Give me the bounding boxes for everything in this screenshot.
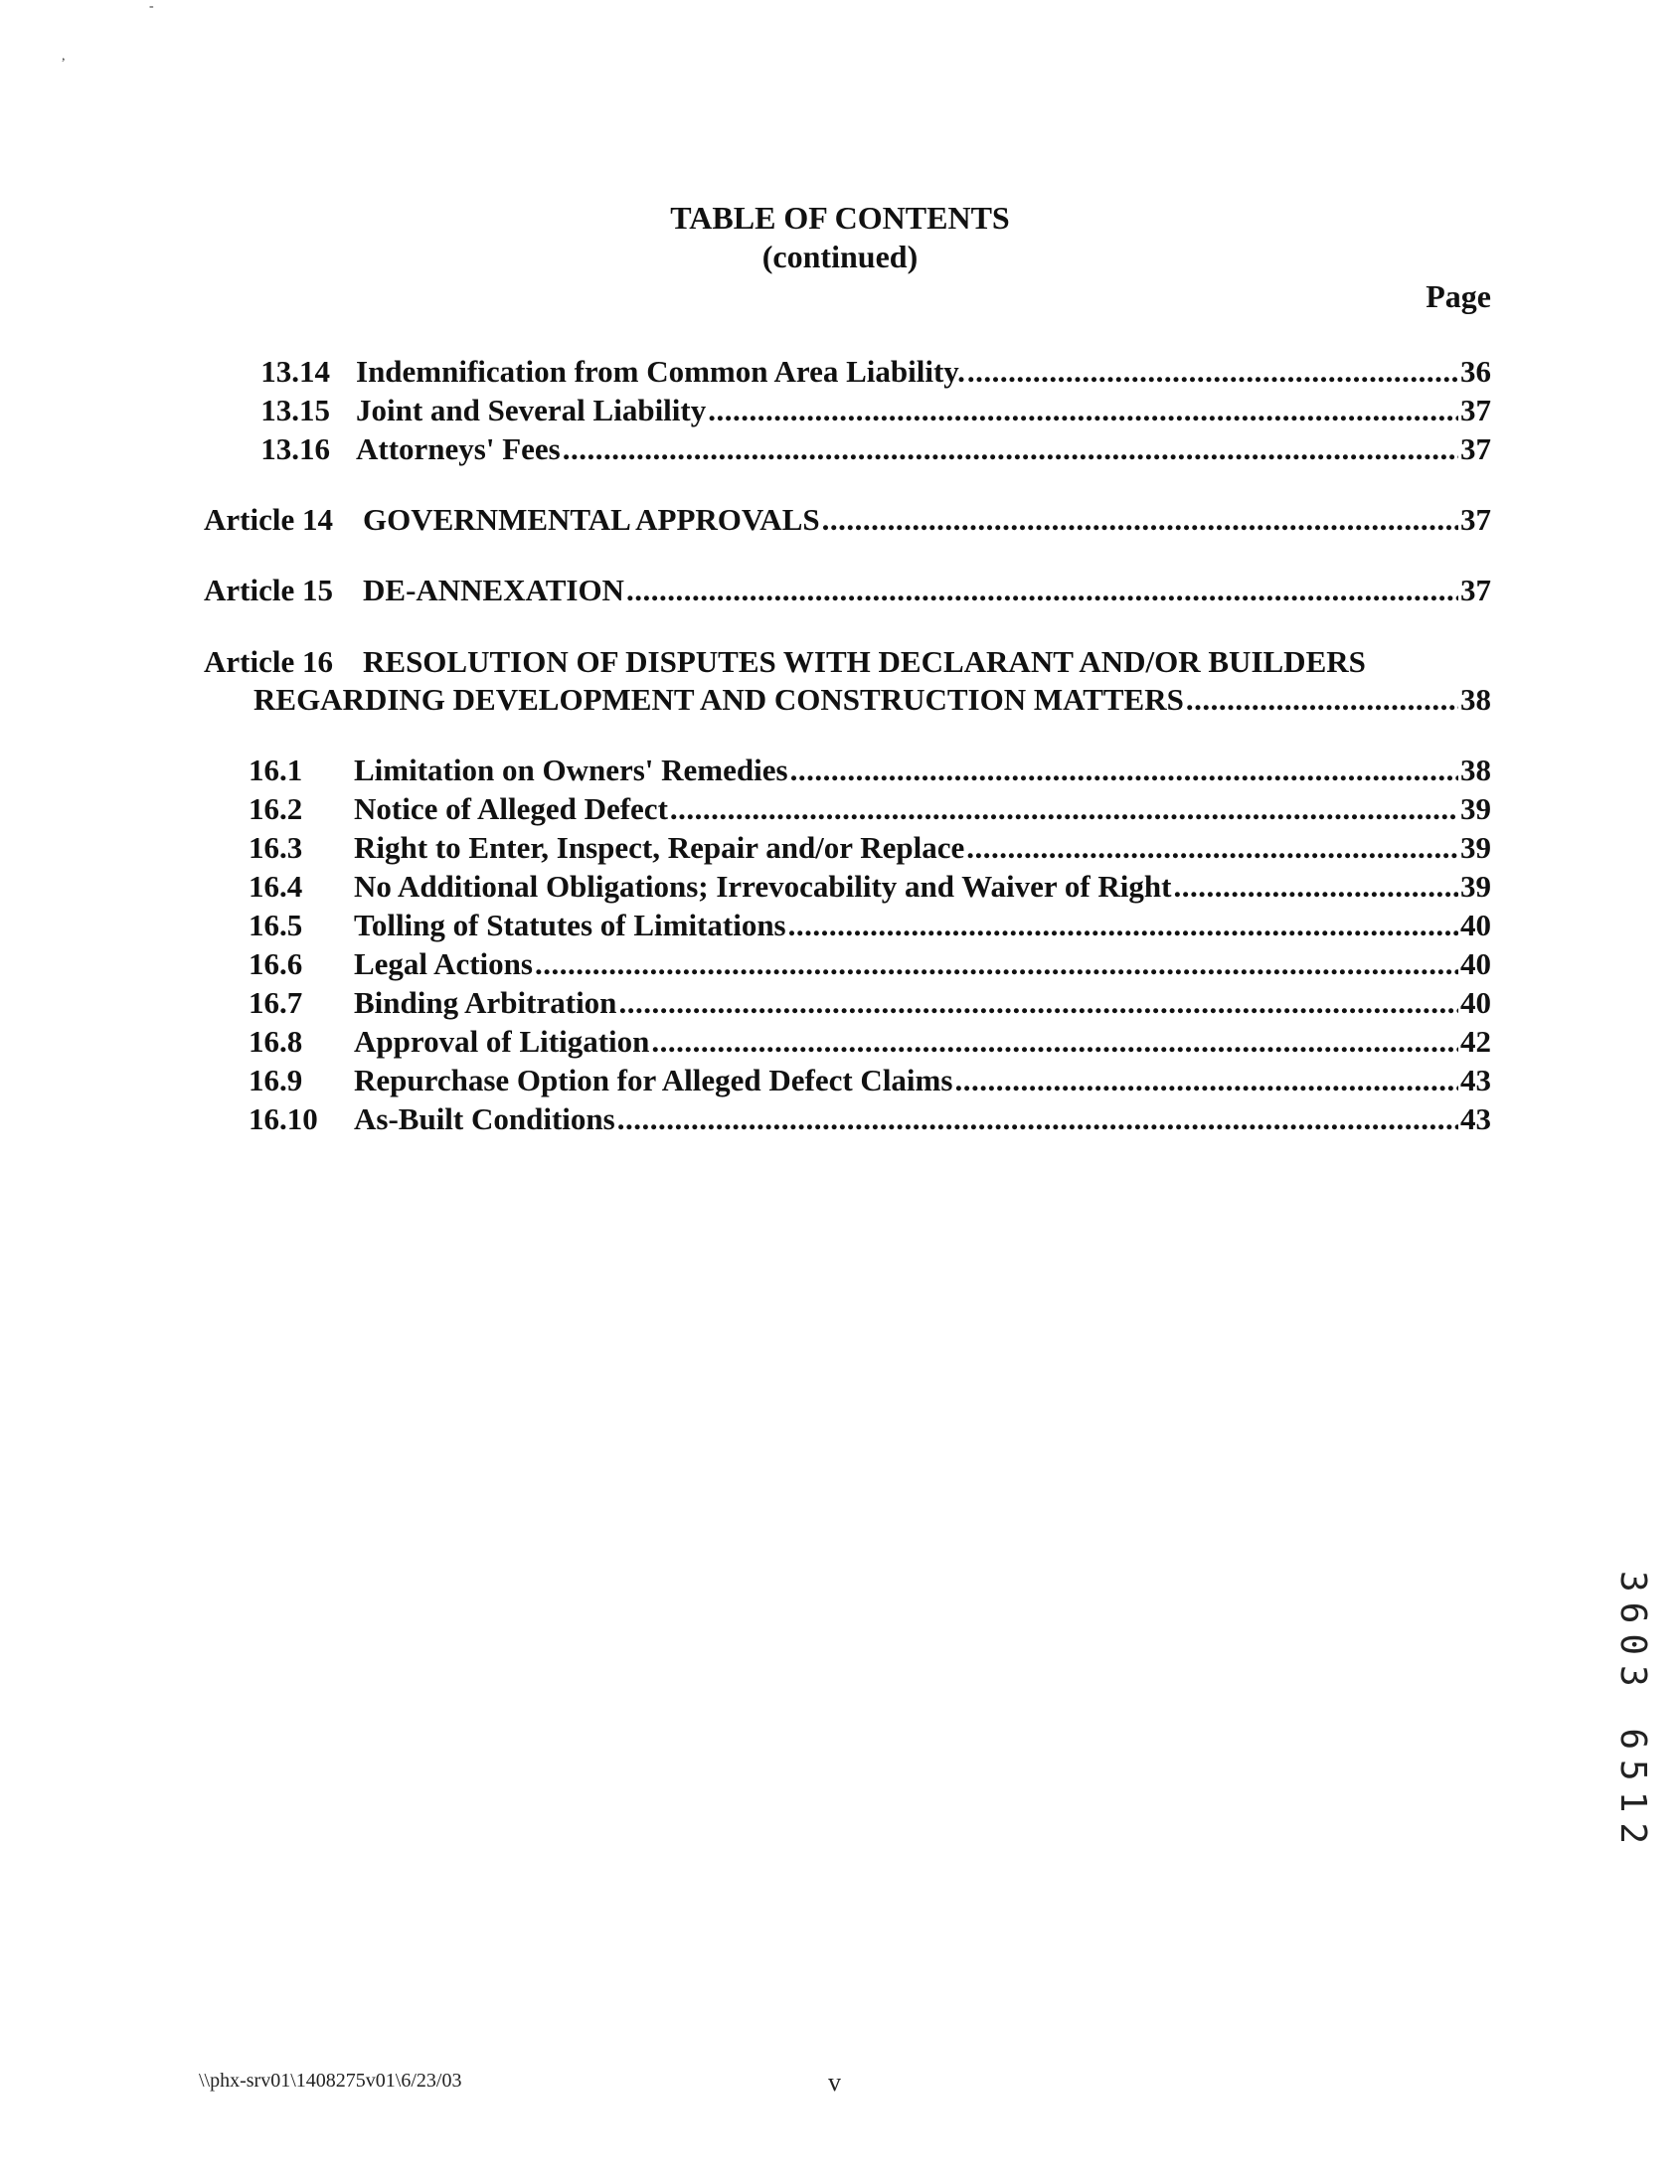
toc-entry[interactable] <box>249 395 1491 425</box>
toc-entry-page: 39 <box>1460 869 1491 904</box>
dot-leader <box>790 755 1458 785</box>
article-title-line1: RESOLUTION OF DISPUTES WITH DECLARANT AND/OR BUILDERS <box>363 644 1366 679</box>
dot-leader <box>563 433 1458 464</box>
toc-entry[interactable] <box>249 755 1491 785</box>
toc-entry-number: 13.14 <box>260 354 330 389</box>
toc-entry-number: 16.3 <box>249 830 303 865</box>
toc-entry-number: 16.8 <box>249 1024 303 1059</box>
article-number: Article 14 <box>204 502 333 537</box>
toc-entry[interactable] <box>249 1103 1491 1134</box>
toc-entry-page: 40 <box>1460 985 1491 1020</box>
dot-leader <box>1186 684 1458 715</box>
toc-entry-page: 40 <box>1460 908 1491 942</box>
dot-leader <box>670 793 1458 824</box>
toc-entry-page: 40 <box>1460 946 1491 981</box>
dot-leader <box>535 948 1458 979</box>
dot-leader <box>626 575 1458 605</box>
toc-entry-page: 43 <box>1460 1101 1491 1136</box>
toc-entry-title: Right to Enter, Inspect, Repair and/or Replace <box>354 830 965 865</box>
dot-leader <box>967 356 1458 387</box>
toc-entry-title: Indemnification from Common Area Liability. <box>356 354 965 389</box>
toc-entry[interactable] <box>249 433 1491 464</box>
article-page: 38 <box>1460 682 1491 717</box>
toc-entry-page: 37 <box>1460 393 1491 427</box>
toc-entry-number: 13.15 <box>260 393 330 427</box>
side-stamp <box>1605 1571 1665 1929</box>
dot-leader <box>651 1026 1458 1057</box>
toc-entry-number: 16.2 <box>249 791 303 826</box>
toc-article-15[interactable] <box>204 575 1491 605</box>
dot-leader <box>708 395 1458 425</box>
dot-leader <box>618 987 1458 1018</box>
toc-entry[interactable] <box>249 1065 1491 1095</box>
toc-article-16-line2[interactable] <box>253 684 1491 715</box>
toc-entry-page: 38 <box>1460 753 1491 787</box>
toc-entry-page: 37 <box>1460 431 1491 466</box>
page-column-label: Page <box>1426 278 1491 314</box>
article-title: DE-ANNEXATION <box>363 573 624 607</box>
toc-entry-title: Legal Actions <box>354 946 533 981</box>
dot-leader <box>954 1065 1458 1095</box>
scan-speck: , <box>62 49 66 64</box>
toc-entry-title: Attorneys' Fees <box>356 431 561 466</box>
toc-entry-number: 16.1 <box>249 753 303 787</box>
toc-entry-title: Notice of Alleged Defect <box>354 791 668 826</box>
toc-entry[interactable] <box>249 356 1491 387</box>
footer-page-number: v <box>828 2068 841 2097</box>
article-page: 37 <box>1460 502 1491 537</box>
toc-entry-number: 13.16 <box>260 431 330 466</box>
dot-leader <box>617 1103 1458 1134</box>
toc-entry[interactable] <box>249 987 1491 1018</box>
toc-entry-page: 39 <box>1460 830 1491 865</box>
toc-entry-number: 16.10 <box>249 1101 318 1136</box>
toc-entry-number: 16.7 <box>249 985 303 1020</box>
article-number: Article 16 <box>204 644 333 679</box>
toc-entry-page: 42 <box>1460 1024 1491 1059</box>
toc-entry-title: Repurchase Option for Alleged Defect Claims <box>354 1063 953 1097</box>
toc-entry[interactable] <box>249 832 1491 863</box>
toc-entry[interactable] <box>249 910 1491 940</box>
toc-entry[interactable] <box>249 793 1491 824</box>
toc-entry-page: 39 <box>1460 791 1491 826</box>
toc-entry[interactable] <box>249 1026 1491 1057</box>
article-title: GOVERNMENTAL APPROVALS <box>363 502 820 537</box>
scan-speck: - <box>149 0 154 14</box>
toc-entry-title: Tolling of Statutes of Limitations <box>354 908 786 942</box>
article-page: 37 <box>1460 573 1491 607</box>
toc-subtitle: (continued) <box>761 239 919 274</box>
toc-entry[interactable] <box>249 948 1491 979</box>
article-title-line2: REGARDING DEVELOPMENT AND CONSTRUCTION MATTERS <box>253 682 1184 717</box>
toc-entry[interactable] <box>249 871 1491 902</box>
toc-entry-number: 16.4 <box>249 869 303 904</box>
toc-article-14[interactable] <box>204 504 1491 535</box>
toc-entry-title: Binding Arbitration <box>354 985 617 1020</box>
toc-entry-number: 16.5 <box>249 908 303 942</box>
toc-entry-page: 43 <box>1460 1063 1491 1097</box>
dot-leader <box>966 832 1458 863</box>
article-number: Article 15 <box>204 573 333 607</box>
dot-leader <box>788 910 1458 940</box>
toc-entry-title: Approval of Litigation <box>354 1024 650 1059</box>
toc-entry-number: 16.6 <box>249 946 303 981</box>
toc-entry-title: Limitation on Owners' Remedies <box>354 753 788 787</box>
toc-title: TABLE OF CONTENTS <box>670 200 1010 236</box>
footer-document-id: \\phx-srv01\1408275v01\6/23/03 <box>199 2070 462 2092</box>
toc-entry-number: 16.9 <box>249 1063 303 1097</box>
dot-leader <box>1173 871 1458 902</box>
dot-leader <box>822 504 1458 535</box>
toc-entry-title: No Additional Obligations; Irrevocability and Waiver of Right <box>354 869 1172 904</box>
side-stamp-text: 3603 6512 <box>1612 1571 1653 1855</box>
toc-article-16-line1[interactable] <box>204 646 1491 677</box>
toc-entry-title: As-Built Conditions <box>354 1101 615 1136</box>
toc-entry-title: Joint and Several Liability <box>356 393 707 427</box>
toc-entry-page: 36 <box>1460 354 1491 389</box>
